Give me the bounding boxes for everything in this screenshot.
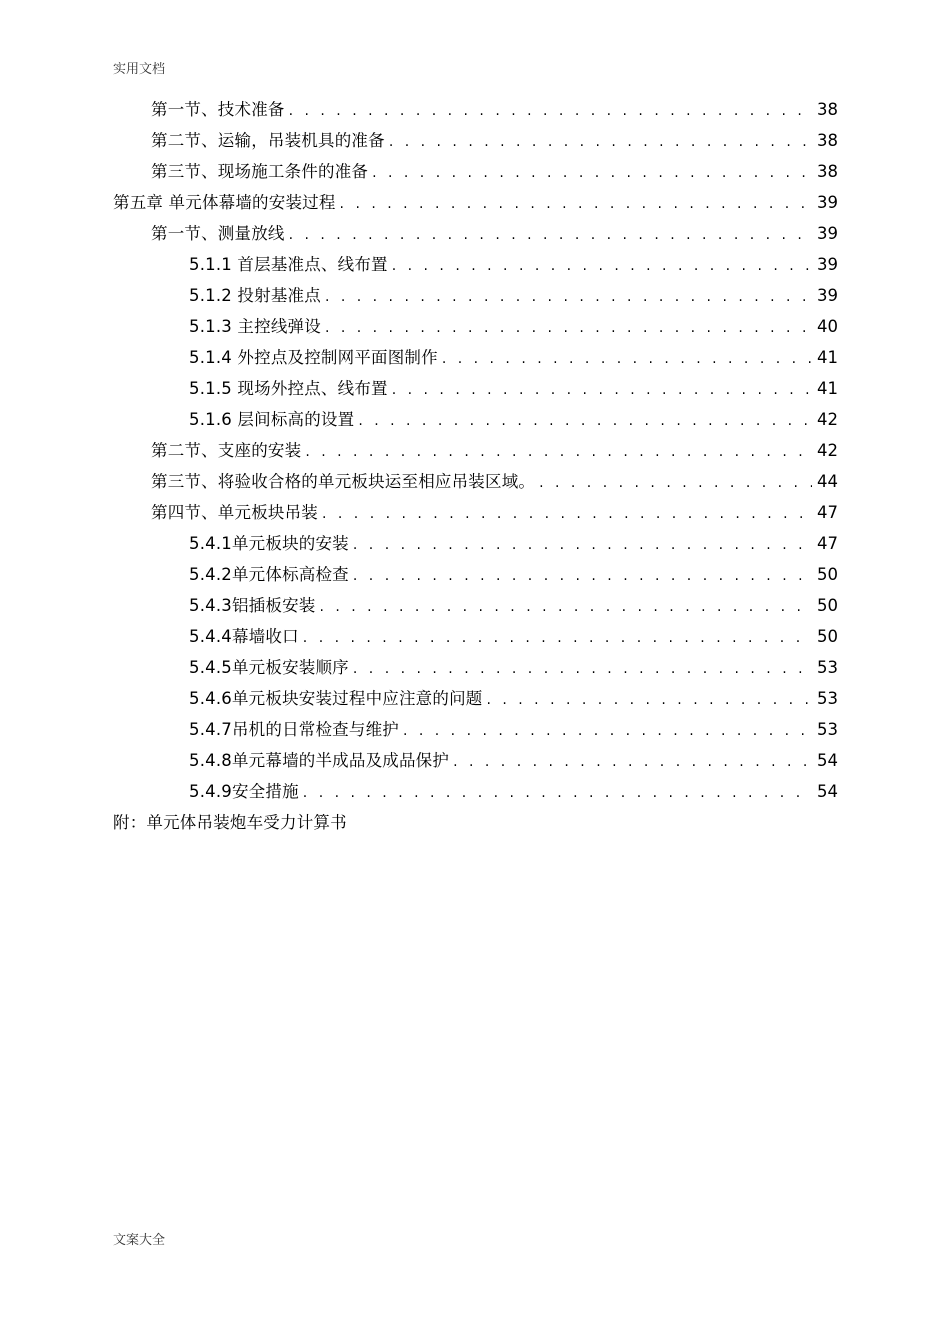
toc-entry-page: 39	[817, 255, 838, 274]
toc-dot-leader	[303, 623, 812, 654]
toc-entry[interactable]	[113, 714, 838, 745]
toc-dot-leader	[289, 220, 812, 251]
toc-entry[interactable]	[113, 807, 838, 838]
toc-dot-leader	[303, 778, 812, 809]
toc-entry[interactable]	[113, 683, 838, 714]
toc-entry-page: 53	[817, 658, 838, 677]
toc-entry[interactable]	[113, 218, 838, 249]
toc-entry-title: 5.4.7吊机的日常检查与维护	[189, 720, 399, 739]
toc-entry-page: 39	[817, 193, 838, 212]
toc-dot-leader	[353, 654, 812, 685]
toc-entry-title: 5.1.3 主控线弹设	[189, 317, 321, 336]
toc-entry[interactable]	[113, 280, 838, 311]
toc-entry-title: 5.1.5 现场外控点、线布置	[189, 379, 388, 398]
toc-entry-title: 5.4.4幕墙收口	[189, 627, 299, 646]
toc-entry[interactable]	[113, 311, 838, 342]
toc-entry-page: 47	[817, 503, 838, 522]
toc-entry-title: 5.4.2单元体标高检查	[189, 565, 349, 584]
toc-entry[interactable]	[113, 559, 838, 590]
toc-entry[interactable]	[113, 342, 838, 373]
toc-entry[interactable]	[113, 497, 838, 528]
toc-dot-leader	[539, 468, 812, 499]
toc-entry-page: 39	[817, 224, 838, 243]
toc-entry[interactable]	[113, 528, 838, 559]
toc-dot-leader	[358, 406, 812, 437]
toc-entry-title: 第二节、支座的安装	[151, 441, 302, 460]
toc-entry-page: 40	[817, 317, 838, 336]
toc-entry-page: 42	[817, 410, 838, 429]
toc-entry-page: 41	[817, 379, 838, 398]
toc-dot-leader	[392, 375, 812, 406]
page-header: 实用文档	[113, 62, 166, 77]
toc-dot-leader	[392, 251, 812, 282]
toc-dot-leader	[486, 685, 812, 716]
toc-entry[interactable]	[113, 435, 838, 466]
toc-dot-leader	[353, 561, 812, 592]
toc-dot-leader	[389, 127, 812, 158]
toc-entry-page: 38	[817, 100, 838, 119]
toc-dot-leader	[325, 282, 812, 313]
toc-entry-title: 5.4.1单元板块的安装	[189, 534, 349, 553]
toc-dot-leader	[453, 747, 812, 778]
toc-dot-leader	[319, 592, 812, 623]
toc-entry-title: 5.4.8单元幕墙的半成品及成品保护	[189, 751, 450, 770]
toc-entry-title: 第三节、将验收合格的单元板块运至相应吊装区域。	[151, 472, 536, 491]
toc-entry-page: 38	[817, 131, 838, 150]
toc-entry-page: 47	[817, 534, 838, 553]
toc-entry[interactable]	[113, 745, 838, 776]
toc-dot-leader	[372, 158, 812, 189]
toc-entry[interactable]	[113, 621, 838, 652]
toc-entry[interactable]	[113, 590, 838, 621]
toc-entry-title: 第五章 单元体幕墙的安装过程	[113, 193, 336, 212]
toc-entry-title: 5.4.3铝插板安装	[189, 596, 316, 615]
toc-entry-title: 第一节、技术准备	[151, 100, 285, 119]
toc-entry-page: 53	[817, 720, 838, 739]
toc-entry-title: 5.1.2 投射基准点	[189, 286, 321, 305]
toc-dot-leader	[325, 313, 812, 344]
toc-dot-leader	[442, 344, 812, 375]
toc-entry-page: 53	[817, 689, 838, 708]
toc-entry[interactable]	[113, 373, 838, 404]
toc-entry-title: 第四节、单元板块吊装	[151, 503, 318, 522]
toc-dot-leader	[403, 716, 812, 747]
toc-entry-page: 38	[817, 162, 838, 181]
toc-entry-page: 54	[817, 782, 838, 801]
toc-entry-title: 5.1.6 层间标高的设置	[189, 410, 355, 429]
toc-entry-page: 50	[817, 627, 838, 646]
table-of-contents	[113, 94, 838, 838]
toc-entry[interactable]	[113, 466, 838, 497]
toc-entry-page: 44	[817, 472, 838, 491]
toc-entry-page: 50	[817, 596, 838, 615]
toc-entry[interactable]	[113, 652, 838, 683]
toc-entry-page: 50	[817, 565, 838, 584]
toc-entry[interactable]	[113, 94, 838, 125]
toc-entry-page: 42	[817, 441, 838, 460]
toc-entry[interactable]	[113, 249, 838, 280]
toc-entry-title: 第二节、运输，吊装机具的准备	[151, 131, 385, 150]
toc-dot-leader	[289, 96, 812, 127]
toc-entry-title: 5.4.5单元板安装顺序	[189, 658, 349, 677]
toc-entry-page: 39	[817, 286, 838, 305]
toc-dot-leader	[305, 437, 812, 468]
toc-entry-title: 第一节、测量放线	[151, 224, 285, 243]
toc-entry-title: 5.4.9安全措施	[189, 782, 299, 801]
toc-entry[interactable]	[113, 187, 838, 218]
toc-entry[interactable]	[113, 404, 838, 435]
toc-entry[interactable]	[113, 125, 838, 156]
toc-entry-title: 附：单元体吊装炮车受力计算书	[113, 813, 347, 832]
toc-entry-page: 54	[817, 751, 838, 770]
page-footer: 文案大全	[113, 1233, 166, 1248]
toc-entry-title: 5.4.6单元板块安装过程中应注意的问题	[189, 689, 483, 708]
toc-entry-title: 第三节、现场施工条件的准备	[151, 162, 369, 181]
toc-entry[interactable]	[113, 156, 838, 187]
toc-entry-page: 41	[817, 348, 838, 367]
toc-entry-title: 5.1.1 首层基准点、线布置	[189, 255, 388, 274]
toc-entry-title: 5.1.4 外控点及控制网平面图制作	[189, 348, 438, 367]
toc-dot-leader	[322, 499, 812, 530]
toc-entry[interactable]	[113, 776, 838, 807]
toc-dot-leader	[353, 530, 812, 561]
toc-dot-leader	[340, 189, 812, 220]
